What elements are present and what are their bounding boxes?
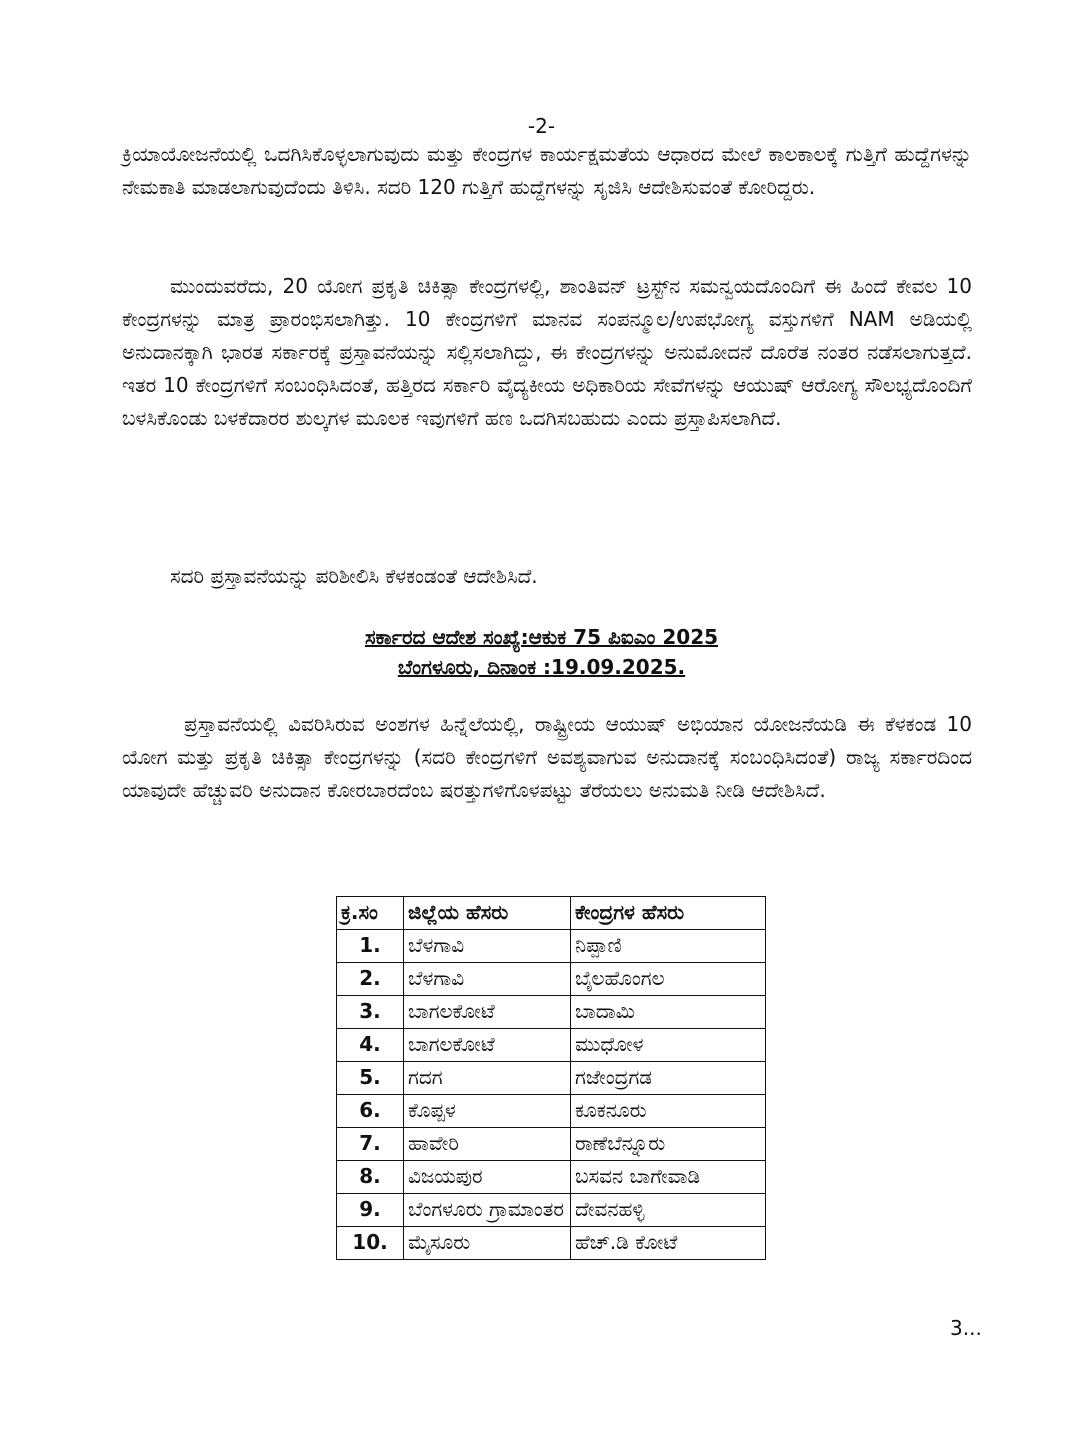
row-sl: 2. bbox=[337, 963, 404, 996]
header-district: ಜಿಲ್ಲೆಯ ಹೆಸರು bbox=[404, 897, 571, 930]
table-row bbox=[337, 1029, 766, 1062]
row-sl: 6. bbox=[337, 1095, 404, 1128]
row-centre: ಬಾದಾಮಿ bbox=[571, 996, 766, 1029]
table-row bbox=[337, 1227, 766, 1260]
row-district: ಬಾಗಲಕೋಟೆ bbox=[404, 1029, 571, 1062]
table-row bbox=[337, 1194, 766, 1227]
row-sl: 3. bbox=[337, 996, 404, 1029]
row-centre: ನಿಪ್ಪಾಣಿ bbox=[571, 930, 766, 963]
row-centre: ಗಜೇಂದ್ರಗಡ bbox=[571, 1062, 766, 1095]
table-header-row bbox=[337, 897, 766, 930]
row-sl: 7. bbox=[337, 1128, 404, 1161]
table-row bbox=[337, 963, 766, 996]
order-paragraph: ಪ್ರಸ್ತಾವನೆಯಲ್ಲಿ ವಿವರಿಸಿರುವ ಅಂಶಗಳ ಹಿನ್ನೆಲೆಯಲ್ಲಿ, ರಾಷ್ಟ್ರೀಯ ಆಯುಷ್ ಅಭಿಯಾನ ಯೋಜನೆಯಡಿ ಈ ಕೆಳಕಂಡ 10 ಯೋಗ ಮತ್ತು ಪ್ರಕೃತಿ ಚಿಕಿತ್ಸಾ ಕೇಂದ್ರಗಳನ್ನು (ಸದರಿ ಕೇಂದ್ರಗಳಿಗೆ ಅವಶ್ಯವಾಗುವ ಅನುದಾನಕ್ಕೆ ಸಂಬಂಧಿಸಿದಂತೆ) ರಾಜ್ಯ ಸರ್ಕಾರದಿಂದ ಯಾವುದೇ ಹೆಚ್ಚುವರಿ ಅನುದಾನ ಕೋರಬಾರದೆಂಬ ಷರತ್ತುಗಳಿಗೊಳಪಟ್ಟು ತೆರೆಯಲು ಅನುಮತಿ ನೀಡಿ ಆದೇಶಿಸಿದೆ. bbox=[122, 712, 972, 802]
page-number: -2- bbox=[527, 114, 556, 138]
table-row bbox=[337, 930, 766, 963]
order-date: ಬೆಂಗಳೂರು, ದಿನಾಂಕ :19.09.2025. bbox=[397, 655, 686, 679]
row-district: ಹಾವೇರಿ bbox=[404, 1128, 571, 1161]
table-row bbox=[337, 1128, 766, 1161]
paragraph-continuation: ಕ್ರಿಯಾಯೋಜನೆಯಲ್ಲಿ ಒದಗಿಸಿಕೊಳ್ಳಲಾಗುವುದು ಮತ್ತು ಕೇಂದ್ರಗಳ ಕಾರ್ಯಕ್ಷಮತೆಯ ಆಧಾರದ ಮೇಲೆ ಕಾಲಕಾಲಕ್ಕೆ ಗುತ್ತಿಗೆ ಹುದ್ದೆಗಳನ್ನು ನೇಮಕಾತಿ ಮಾಡಲಾಗುವುದೆಂದು ತಿಳಿಸಿ. ಸದರಿ 120 ಗುತ್ತಿಗೆ ಹುದ್ದೆಗಳನ್ನು ಸೃಜಿಸಿ ಆದೇಶಿಸುವಂತೆ ಕೋರಿದ್ದರು. bbox=[122, 142, 972, 199]
row-district: ಗದಗ bbox=[404, 1062, 571, 1095]
row-sl: 5. bbox=[337, 1062, 404, 1095]
header-centre: ಕೇಂದ್ರಗಳ ಹೆಸರು bbox=[571, 897, 766, 930]
row-centre: ಬಸವನ ಬಾಗೇವಾಡಿ bbox=[571, 1161, 766, 1194]
row-centre: ರಾಣೆಬೆನ್ನೂರು bbox=[571, 1128, 766, 1161]
table-row bbox=[337, 1161, 766, 1194]
row-district: ಬೆಳಗಾವಿ bbox=[404, 930, 571, 963]
table-row bbox=[337, 1062, 766, 1095]
row-district: ಮೈಸೂರು bbox=[404, 1227, 571, 1260]
row-centre: ಕೂಕನೂರು bbox=[571, 1095, 766, 1128]
header-sl: ಕ್ರ.ಸಂ bbox=[337, 897, 404, 930]
table-row bbox=[337, 1095, 766, 1128]
order-number: ಸರ್ಕಾರದ ಆದೇಶ ಸಂಖ್ಯೆ:ಆಕುಕ 75 ಪಿಐಎಂ 2025 bbox=[364, 625, 719, 649]
order-heading bbox=[0, 622, 1083, 682]
paragraph-proposal: ಮುಂದುವರೆದು, 20 ಯೋಗ ಪ್ರಕೃತಿ ಚಿಕಿತ್ಸಾ ಕೇಂದ್ರಗಳಲ್ಲಿ, ಶಾಂತಿವನ್ ಟ್ರಸ್ಟ್‌ನ ಸಮನ್ವಯದೊಂದಿಗೆ ಈ ಹಿಂದೆ ಕೇವಲ 10 ಕೇಂದ್ರಗಳನ್ನು ಮಾತ್ರ ಪ್ರಾರಂಭಿಸಲಾಗಿತ್ತು. 10 ಕೇಂದ್ರಗಳಿಗೆ ಮಾನವ ಸಂಪನ್ಮೂಲ/ಉಪಭೋಗ್ಯ ವಸ್ತುಗಳಿಗೆ NAM ಅಡಿಯಲ್ಲಿ ಅನುದಾನಕ್ಕಾಗಿ ಭಾರತ ಸರ್ಕಾರಕ್ಕೆ ಪ್ರಸ್ತಾವನೆಯನ್ನು ಸಲ್ಲಿಸಲಾಗಿದ್ದು, ಈ ಕೇಂದ್ರಗಳನ್ನು ಅನುಮೋದನೆ ದೊರೆತ ನಂತರ ನಡೆಸಲಾಗುತ್ತದೆ. ಇತರ 10 ಕೇಂದ್ರಗಳಿಗೆ ಸಂಬಂಧಿಸಿದಂತೆ, ಹತ್ತಿರದ ಸರ್ಕಾರಿ ವೈದ್ಯಕೀಯ ಅಧಿಕಾರಿಯ ಸೇವೆಗಳನ್ನು ಆಯುಷ್ ಆರೋಗ್ಯ ಸೌಲಭ್ಯದೊಂದಿಗೆ ಬಳಸಿಕೊಂಡು ಬಳಕೆದಾರರ ಶುಲ್ಕಗಳ ಮೂಲಕ ಇವುಗಳಿಗೆ ಹಣ ಒದಗಿಸಬಹುದು ಎಂದು ಪ್ರಸ್ತಾಪಿಸಲಾಗಿದೆ. bbox=[122, 274, 972, 430]
row-sl: 1. bbox=[337, 930, 404, 963]
row-district: ಬೆಳಗಾವಿ bbox=[404, 963, 571, 996]
paragraph-review: ಸದರಿ ಪ್ರಸ್ತಾವನೆಯನ್ನು ಪರಿಶೀಲಿಸಿ ಕೆಳಕಂಡಂತೆ ಆದೇಶಿಸಿದೆ. bbox=[170, 564, 538, 588]
row-sl: 4. bbox=[337, 1029, 404, 1062]
row-sl: 9. bbox=[337, 1194, 404, 1227]
next-page-indicator: 3... bbox=[950, 1316, 982, 1340]
table-row bbox=[337, 996, 766, 1029]
row-centre: ಮುಧೋಳ bbox=[571, 1029, 766, 1062]
row-district: ಬಾಗಲಕೋಟೆ bbox=[404, 996, 571, 1029]
row-district: ಬೆಂಗಳೂರು ಗ್ರಾಮಾಂತರ bbox=[404, 1194, 571, 1227]
row-centre: ಹೆಚ್.ಡಿ ಕೋಟೆ bbox=[571, 1227, 766, 1260]
row-sl: 10. bbox=[337, 1227, 404, 1260]
row-district: ಕೊಪ್ಪಳ bbox=[404, 1095, 571, 1128]
row-centre: ದೇವನಹಳ್ಳಿ bbox=[571, 1194, 766, 1227]
row-centre: ಬೈಲಹೊಂಗಲ bbox=[571, 963, 766, 996]
row-district: ವಿಜಯಪುರ bbox=[404, 1161, 571, 1194]
row-sl: 8. bbox=[337, 1161, 404, 1194]
centres-table bbox=[336, 896, 766, 1260]
